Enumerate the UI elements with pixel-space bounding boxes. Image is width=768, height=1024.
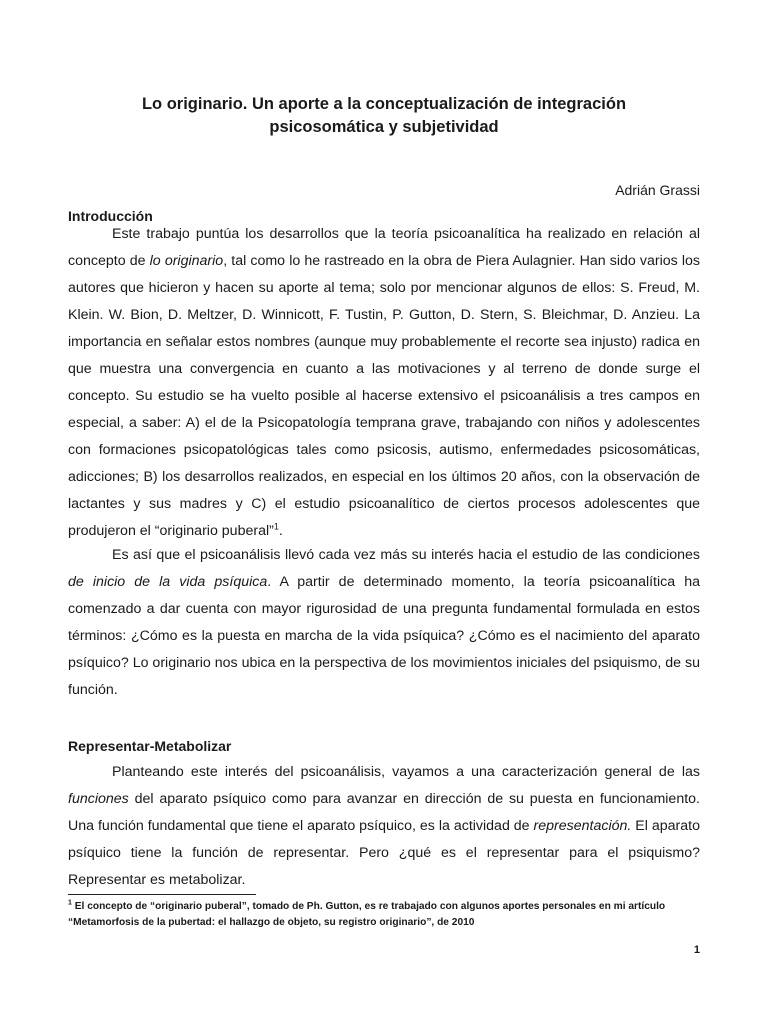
title-line-1: Lo originario. Un aporte a la conceptualización de integración	[141, 95, 627, 113]
paragraph-1-italic: lo originario	[149, 253, 224, 269]
paragraph-3-italic-1: funciones	[68, 791, 129, 807]
paragraph-3-italic-2: representación.	[533, 818, 632, 834]
section-heading-introduccion: Introducción	[68, 208, 153, 224]
paragraph-1-text-d: .	[278, 523, 283, 539]
title-line-2: psicosomática y subjetividad	[269, 118, 499, 136]
footnote-separator	[68, 894, 256, 895]
paragraph-2-text-c: . A partir de determinado momento, la teoría psicoanalítica ha comenzado a dar cuenta con mayor rigurosidad de una pregunta fundamental formulada en estos términos: ¿Cómo es la puesta en marcha de la vida psíquica? ¿Cómo es el nacimiento del aparato psíquico? Lo originario nos ubica en la perspectiva de los movimientos iniciales del psiquismo, de su función.	[68, 574, 701, 698]
footnote	[68, 899, 708, 931]
footnote-line-2: “Metamorfosis de la pubertad: el hallazgo de objeto, su registro originario”, de 2010	[68, 917, 475, 928]
paragraph-1-text-a: Este trabajo puntúa los desarrollos que la teoría psicoanalítica ha realizado en relación al concepto de	[68, 226, 700, 269]
footnote-reference[interactable]: 1	[273, 521, 279, 532]
paragraph-3	[68, 759, 700, 894]
page-number: 1	[693, 944, 700, 956]
footnote-line-1: El concepto de “originario puberal”, tomado de Ph. Gutton, es re trabajado con algunos aportes personales en mi artículo	[71, 901, 666, 912]
paragraph-2-italic: de inicio de la vida psíquica	[68, 574, 268, 590]
paragraph-3-text-e: El aparato psíquico tiene la función de representar. Pero ¿qué es el representar para el psiquismo? Representar es metabolizar.	[68, 818, 700, 888]
section-heading-representar: Representar-Metabolizar	[68, 738, 232, 754]
author-name: Adrián Grassi	[615, 182, 700, 198]
paragraph-1-text-c: , tal como lo he rastreado en la obra de Piera Aulagnier. Han sido varios los autores que hicieron y hacen su aporte al tema; solo por mencionar algunos de ellos: S. Freud, M. Klein. W. Bion, D. Meltzer, D. Winnicott, F. Tustin, P. Gutton, D. Stern, S. Bleichmar, D. Anzieu. La importancia en señalar estos nombres (aunque muy probablemente el recorte sea injusto) radica en que muestra una convergencia en cuanto a las motivaciones y al terreno de donde surge el concepto. Su estudio se ha vuelto posible al hacerse extensivo el psicoanálisis a tres campos en especial, a saber: A) el de la Psicopatología temprana grave, trabajando con niños y adolescentes con formaciones psicopatológicas tales como psicosis, autismo, enfermedades psicosomáticas, adicciones; B) los desarrollos realizados, en especial en los últimos 20 años, con la observación de lactantes y sus madres y C) el estudio psicoanalítico de ciertos procesos adolescentes que produjeron el “originario puberal”	[68, 253, 701, 539]
paragraph-3-text-c: del aparato psíquico como para avanzar en dirección de su puesta en funcionamiento. Una función fundamental que tiene el aparato psíquico, es la actividad de	[68, 791, 700, 834]
document-title	[68, 93, 700, 139]
paragraph-2	[68, 542, 700, 704]
paragraph-3-text-a: Planteando este interés del psicoanálisis, vayamos a una caracterización general de las	[112, 764, 700, 780]
footnote-number: 1	[68, 899, 72, 907]
paragraph-1	[68, 221, 700, 545]
paragraph-2-text-a: Es así que el psicoanálisis llevó cada vez más su interés hacia el estudio de las condiciones	[112, 547, 700, 563]
